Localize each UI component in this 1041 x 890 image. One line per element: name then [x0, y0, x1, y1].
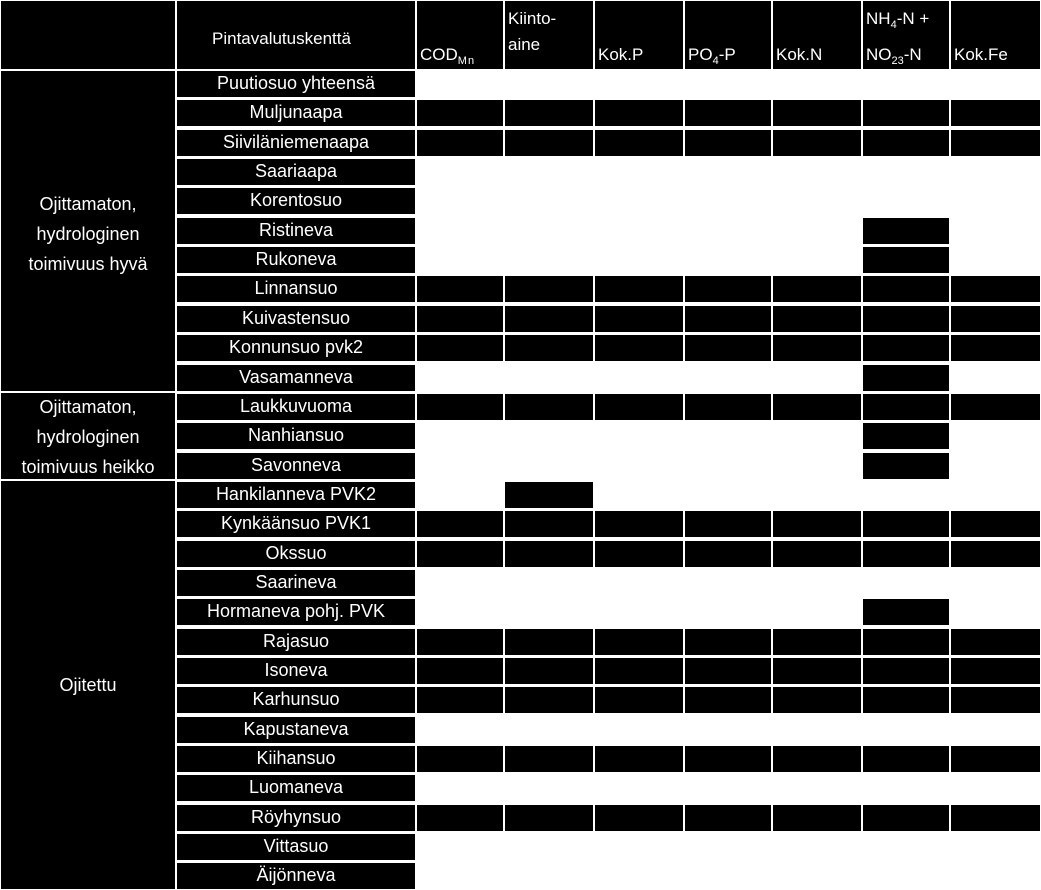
- data-cell-filled: [595, 541, 683, 567]
- group-cell: [1, 393, 175, 479]
- data-cell-filled: [685, 658, 771, 684]
- data-cell-filled: [863, 511, 949, 537]
- data-cell-filled: [863, 746, 949, 772]
- data-cell-filled: [951, 276, 1040, 302]
- data-cell-filled: [773, 394, 861, 420]
- header-nh4no23: [863, 1, 949, 69]
- data-cell-filled: [595, 746, 683, 772]
- data-cell-filled: [863, 629, 949, 655]
- data-cell-filled: [685, 100, 771, 126]
- site-name: Saarineva: [255, 572, 337, 592]
- site-name-cell: [177, 188, 415, 214]
- site-name-cell: [177, 541, 415, 567]
- data-cell-filled: [595, 394, 683, 420]
- data-cell-filled: [863, 276, 949, 302]
- site-name-cell: [177, 423, 415, 449]
- header-cod-label: $COD_{Mn}$: [420, 45, 476, 67]
- data-cell-filled: [595, 335, 683, 361]
- data-cell-filled: [417, 100, 503, 126]
- data-cell-filled: [417, 511, 503, 537]
- data-cell-filled: [505, 394, 593, 420]
- site-name: Linnansuo: [254, 278, 338, 298]
- site-name-cell: [177, 276, 415, 302]
- header-kokfe-label: Kok.Fe: [954, 45, 1008, 64]
- data-cell-filled: [951, 658, 1040, 684]
- data-cell-filled: [863, 453, 949, 479]
- data-cell-filled: [951, 746, 1040, 772]
- data-cell-filled: [863, 335, 949, 361]
- site-name-cell: [177, 394, 415, 420]
- site-name: Konnunsuo pvk2: [228, 337, 364, 357]
- data-cell-filled: [863, 218, 949, 244]
- data-cell-filled: [685, 335, 771, 361]
- site-name: Kiihansuo: [256, 748, 336, 768]
- data-cell-filled: [773, 100, 861, 126]
- site-name-cell: [177, 775, 415, 801]
- data-cell-filled: [505, 511, 593, 537]
- data-cell-filled: [505, 306, 593, 332]
- site-name-cell: [177, 453, 415, 479]
- site-name: Saariaapa: [254, 161, 338, 181]
- header-site: [177, 1, 415, 69]
- data-cell-filled: [773, 541, 861, 567]
- data-cell-filled: [951, 394, 1040, 420]
- site-name-cell: [177, 218, 415, 244]
- data-cell-filled: [951, 541, 1040, 567]
- site-name-cell: [177, 834, 415, 860]
- data-cell-filled: [863, 100, 949, 126]
- data-cell-filled: [863, 247, 949, 273]
- data-cell-filled: [417, 541, 503, 567]
- data-cell-filled: [505, 482, 593, 508]
- site-name: Muljunaapa: [249, 102, 343, 122]
- site-name: Röyhynsuo: [250, 807, 342, 827]
- site-name-cell: [177, 511, 415, 537]
- data-cell-filled: [863, 130, 949, 156]
- data-cell-filled: [595, 658, 683, 684]
- data-cell-filled: [505, 687, 593, 713]
- site-name: Karhunsuo: [252, 689, 340, 709]
- data-cell-filled: [773, 687, 861, 713]
- data-cell-filled: [505, 100, 593, 126]
- data-cell-filled: [685, 511, 771, 537]
- data-cell-filled: [773, 306, 861, 332]
- data-cell-filled: [417, 130, 503, 156]
- header-nh4-line: $NH_4-N$ +: [866, 9, 930, 31]
- data-cell-filled: [685, 130, 771, 156]
- data-cell-filled: [951, 335, 1040, 361]
- header-cod: [417, 1, 503, 69]
- data-cell-filled: [505, 335, 593, 361]
- data-cell-filled: [685, 687, 771, 713]
- data-cell-filled: [595, 130, 683, 156]
- site-name: Kuivastensuo: [241, 308, 351, 328]
- group-cell: [1, 71, 175, 391]
- data-cell-filled: [595, 805, 683, 831]
- data-cell-filled: [773, 658, 861, 684]
- data-cell-filled: [417, 687, 503, 713]
- site-name: Vittasuo: [263, 836, 329, 856]
- data-cell-filled: [417, 276, 503, 302]
- data-cell-filled: [773, 511, 861, 537]
- site-name-cell: [177, 130, 415, 156]
- data-cell-filled: [685, 276, 771, 302]
- header-kokp-label: Kok.P: [598, 45, 644, 64]
- data-cell-filled: [595, 276, 683, 302]
- data-cell-filled: [417, 394, 503, 420]
- data-cell-filled: [417, 629, 503, 655]
- header-kiintoaine-line1: Kiinto-: [508, 9, 557, 28]
- site-name-cell: [177, 746, 415, 772]
- site-name-cell: [177, 717, 415, 743]
- group-label: Ojitettu: [59, 675, 117, 695]
- data-cell-filled: [595, 629, 683, 655]
- data-cell-filled: [595, 100, 683, 126]
- site-name: Luomaneva: [248, 777, 344, 797]
- site-name: Kapustaneva: [243, 719, 349, 739]
- data-cell-filled: [417, 805, 503, 831]
- data-cell-filled: [863, 658, 949, 684]
- data-cell-filled: [951, 511, 1040, 537]
- data-cell-filled: [773, 276, 861, 302]
- site-name-cell: [177, 482, 415, 508]
- site-name-cell: [177, 658, 415, 684]
- site-name-cell: [177, 687, 415, 713]
- site-name: Korentosuo: [249, 190, 343, 210]
- data-cell-filled: [505, 629, 593, 655]
- data-cell-filled: [685, 746, 771, 772]
- header-po4p: [685, 1, 771, 69]
- corner-cell: [1, 1, 175, 69]
- data-cell-filled: [863, 541, 949, 567]
- site-name: Puutiosuo yhteensä: [216, 73, 376, 93]
- header-kiintoaine: [505, 1, 593, 69]
- site-name-cell: [177, 71, 415, 97]
- header-kokn: [773, 1, 861, 69]
- data-cell-filled: [417, 746, 503, 772]
- data-cell-filled: [417, 306, 503, 332]
- data-cell-filled: [863, 599, 949, 625]
- site-name-cell: [177, 365, 415, 391]
- site-name-cell: [177, 306, 415, 332]
- data-cell-filled: [505, 541, 593, 567]
- site-name-cell: [177, 863, 415, 889]
- site-name-cell: [177, 247, 415, 273]
- site-name: Hormaneva pohj. PVK: [206, 601, 386, 621]
- data-cell-filled: [505, 805, 593, 831]
- site-name-cell: [177, 570, 415, 596]
- site-name: Kynkäänsuo PVK1: [220, 513, 372, 533]
- data-cell-filled: [685, 394, 771, 420]
- data-cell-filled: [685, 629, 771, 655]
- data-cell-filled: [863, 687, 949, 713]
- data-cell-filled: [505, 130, 593, 156]
- data-cell-filled: [863, 394, 949, 420]
- data-cell-filled: [773, 746, 861, 772]
- data-cell-filled: [951, 100, 1040, 126]
- site-name: Isoneva: [264, 660, 328, 680]
- site-name-cell: [177, 629, 415, 655]
- data-cell-filled: [685, 805, 771, 831]
- site-name: Okssuo: [265, 543, 327, 563]
- group-label: Ojittamaton, hydrologinen toimivuus hyvä: [28, 194, 148, 274]
- data-cell-filled: [685, 541, 771, 567]
- header-site-label: Pintavalutuskenttä: [212, 29, 351, 48]
- site-name: Savonneva: [250, 455, 342, 475]
- header-kokn-label: Kok.N: [776, 45, 823, 64]
- site-name-cell: [177, 159, 415, 185]
- site-name: Ristineva: [258, 220, 334, 240]
- data-cell-filled: [863, 306, 949, 332]
- site-name: Vasamanneva: [239, 367, 353, 387]
- site-name: Rajasuo: [262, 631, 330, 651]
- data-cell-filled: [863, 365, 949, 391]
- data-cell-filled: [595, 511, 683, 537]
- site-name-cell: [177, 599, 415, 625]
- group-cell: [1, 481, 175, 889]
- header-no23-line: $NO_{23}-N$: [866, 45, 922, 67]
- site-name-cell: [177, 335, 415, 361]
- header-kokfe: [951, 1, 1040, 69]
- data-cell-filled: [773, 805, 861, 831]
- data-cell-filled: [773, 130, 861, 156]
- header-kokp: [595, 1, 683, 69]
- header-po4p-label: $PO_4-P$: [688, 45, 736, 67]
- site-name: Siiviläniemenaapa: [222, 132, 370, 152]
- site-name-cell: [177, 100, 415, 126]
- group-label: Ojittamaton, hydrologinen toimivuus heikko: [21, 397, 155, 477]
- data-cell-filled: [505, 658, 593, 684]
- data-cell-filled: [417, 658, 503, 684]
- data-cell-filled: [863, 805, 949, 831]
- site-name: Rukoneva: [255, 249, 337, 269]
- data-cell-filled: [951, 306, 1040, 332]
- data-cell-filled: [951, 130, 1040, 156]
- data-cell-filled: [951, 629, 1040, 655]
- site-name: Hankilanneva PVK2: [215, 484, 377, 504]
- data-cell-filled: [773, 629, 861, 655]
- site-name-cell: [177, 805, 415, 831]
- site-name: Nanhiansuo: [247, 425, 345, 445]
- data-cell-filled: [505, 276, 593, 302]
- site-name: Äijönneva: [256, 865, 336, 885]
- header-kiintoaine-line2: aine: [508, 35, 541, 54]
- data-cell-filled: [863, 423, 949, 449]
- data-cell-filled: [773, 335, 861, 361]
- site-name: Laukkuvuoma: [239, 396, 353, 416]
- data-cell-filled: [417, 335, 503, 361]
- data-cell-filled: [685, 306, 771, 332]
- data-cell-filled: [595, 687, 683, 713]
- data-cell-filled: [951, 687, 1040, 713]
- data-cell-filled: [505, 746, 593, 772]
- data-cell-filled: [951, 805, 1040, 831]
- data-cell-filled: [595, 306, 683, 332]
